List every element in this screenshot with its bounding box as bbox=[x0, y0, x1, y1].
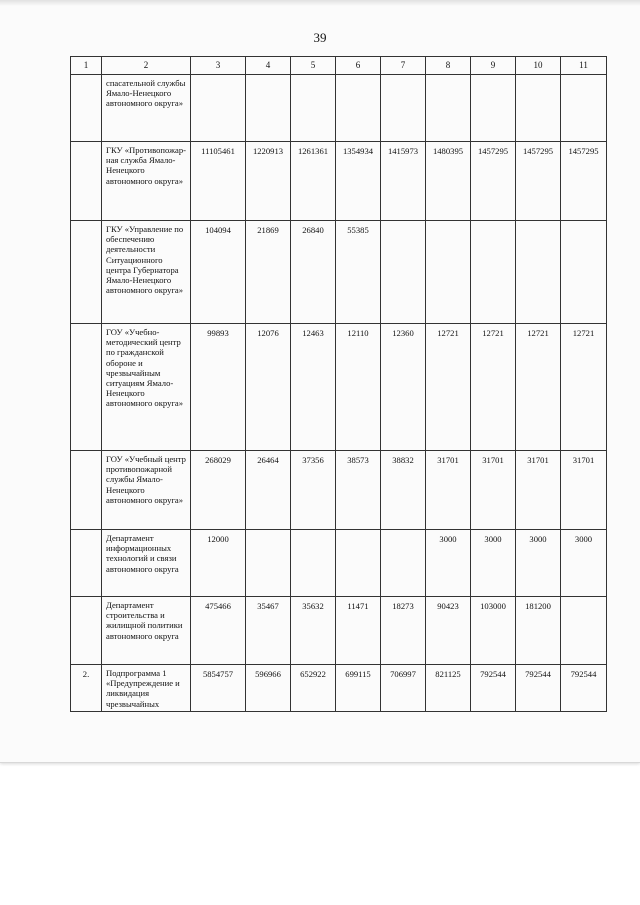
cell-value: 26464 bbox=[246, 451, 291, 530]
table-row bbox=[71, 665, 607, 712]
cell-value: 652922 bbox=[291, 665, 336, 712]
cell-value: 1480395 bbox=[426, 142, 471, 221]
cell-value: 268029 bbox=[191, 451, 246, 530]
cell-value: 12360 bbox=[381, 324, 426, 451]
cell-value: 38573 bbox=[336, 451, 381, 530]
table-row bbox=[71, 75, 607, 142]
cell-value bbox=[426, 221, 471, 324]
cell-value: 11105461 bbox=[191, 142, 246, 221]
cell-value: 12721 bbox=[426, 324, 471, 451]
scan-edge-shadow bbox=[0, 0, 640, 6]
row-number bbox=[71, 221, 102, 324]
cell-value: 475466 bbox=[191, 597, 246, 665]
cell-value: 1457295 bbox=[471, 142, 516, 221]
cell-value: 792544 bbox=[471, 665, 516, 712]
column-header: 10 bbox=[516, 57, 561, 75]
cell-value: 12076 bbox=[246, 324, 291, 451]
cell-value bbox=[381, 75, 426, 142]
cell-value: 706997 bbox=[381, 665, 426, 712]
cell-value: 3000 bbox=[561, 530, 607, 597]
cell-value: 3000 bbox=[516, 530, 561, 597]
cell-value bbox=[381, 221, 426, 324]
cell-value: 181200 bbox=[516, 597, 561, 665]
table-row bbox=[71, 142, 607, 221]
table-row bbox=[71, 451, 607, 530]
cell-value bbox=[561, 597, 607, 665]
column-header: 7 bbox=[381, 57, 426, 75]
table-header-row bbox=[71, 57, 607, 75]
cell-value: 103000 bbox=[471, 597, 516, 665]
row-number bbox=[71, 324, 102, 451]
cell-value bbox=[516, 75, 561, 142]
table-row bbox=[71, 530, 607, 597]
row-name: Департамент информационных технологий и связи автономного округа bbox=[102, 530, 191, 597]
cell-value: 821125 bbox=[426, 665, 471, 712]
cell-value bbox=[471, 75, 516, 142]
column-header: 1 bbox=[71, 57, 102, 75]
cell-value: 26840 bbox=[291, 221, 336, 324]
row-name: ГОУ «Учебный центр противопожарной службы Ямало-Ненецкого автономного округа» bbox=[102, 451, 191, 530]
table-row bbox=[71, 324, 607, 451]
cell-value: 55385 bbox=[336, 221, 381, 324]
cell-value: 792544 bbox=[561, 665, 607, 712]
cell-value: 12000 bbox=[191, 530, 246, 597]
cell-value: 31701 bbox=[516, 451, 561, 530]
table-row bbox=[71, 597, 607, 665]
cell-value: 1354934 bbox=[336, 142, 381, 221]
cell-value: 1220913 bbox=[246, 142, 291, 221]
cell-value bbox=[381, 530, 426, 597]
cell-value bbox=[561, 75, 607, 142]
cell-value: 12721 bbox=[561, 324, 607, 451]
cell-value: 1415973 bbox=[381, 142, 426, 221]
cell-value: 21869 bbox=[246, 221, 291, 324]
cell-value: 104094 bbox=[191, 221, 246, 324]
cell-value: 12721 bbox=[471, 324, 516, 451]
cell-value: 1457295 bbox=[516, 142, 561, 221]
cell-value: 18273 bbox=[381, 597, 426, 665]
cell-value bbox=[246, 75, 291, 142]
cell-value: 35467 bbox=[246, 597, 291, 665]
cell-value: 12110 bbox=[336, 324, 381, 451]
cell-value: 99893 bbox=[191, 324, 246, 451]
cell-value: 596966 bbox=[246, 665, 291, 712]
row-name: ГКУ «Управление по обеспечению деятельности Ситуационного центра Губернатора Ямало-Ненецкого автономного округа» bbox=[102, 221, 191, 324]
cell-value: 31701 bbox=[471, 451, 516, 530]
cell-value bbox=[246, 530, 291, 597]
cell-value: 12721 bbox=[516, 324, 561, 451]
cell-value bbox=[291, 75, 336, 142]
cell-value bbox=[336, 75, 381, 142]
cell-value: 5854757 bbox=[191, 665, 246, 712]
cell-value bbox=[516, 221, 561, 324]
column-header: 8 bbox=[426, 57, 471, 75]
cell-value: 3000 bbox=[426, 530, 471, 597]
row-name: ГКУ «Противопожар-ная служба Ямало-Ненецкого автономного округа» bbox=[102, 142, 191, 221]
page-number: 39 bbox=[313, 30, 327, 45]
table-row bbox=[71, 221, 607, 324]
row-name: Подпрограмма 1 «Предупреждение и ликвидация чрезвычайных bbox=[102, 665, 191, 712]
row-name: Департамент строительства и жилищной политики автономного округа bbox=[102, 597, 191, 665]
column-header: 11 bbox=[561, 57, 607, 75]
cell-value bbox=[336, 530, 381, 597]
budget-table bbox=[70, 56, 607, 712]
cell-value: 699115 bbox=[336, 665, 381, 712]
column-header: 4 bbox=[246, 57, 291, 75]
cell-value: 1457295 bbox=[561, 142, 607, 221]
cell-value: 31701 bbox=[561, 451, 607, 530]
cell-value: 3000 bbox=[471, 530, 516, 597]
column-header: 5 bbox=[291, 57, 336, 75]
cell-value: 1261361 bbox=[291, 142, 336, 221]
column-header: 3 bbox=[191, 57, 246, 75]
cell-value: 12463 bbox=[291, 324, 336, 451]
cell-value bbox=[471, 221, 516, 324]
column-header: 6 bbox=[336, 57, 381, 75]
cell-value: 11471 bbox=[336, 597, 381, 665]
row-number bbox=[71, 451, 102, 530]
row-number: 2. bbox=[71, 665, 102, 712]
cell-value bbox=[191, 75, 246, 142]
row-name: спасательной службы Ямало-Ненецкого автономного округа» bbox=[102, 75, 191, 142]
row-number bbox=[71, 142, 102, 221]
cell-value bbox=[291, 530, 336, 597]
cell-value: 792544 bbox=[516, 665, 561, 712]
row-number bbox=[71, 75, 102, 142]
cell-value: 35632 bbox=[291, 597, 336, 665]
row-number bbox=[71, 597, 102, 665]
cell-value: 90423 bbox=[426, 597, 471, 665]
cell-value: 37356 bbox=[291, 451, 336, 530]
cell-value: 38832 bbox=[381, 451, 426, 530]
row-name: ГОУ «Учебно-методический центр по гражданской обороне и чрезвычайным ситуациям Ямало-Ненецкого автономного округа» bbox=[102, 324, 191, 451]
cell-value: 31701 bbox=[426, 451, 471, 530]
column-header: 9 bbox=[471, 57, 516, 75]
column-header: 2 bbox=[102, 57, 191, 75]
row-number bbox=[71, 530, 102, 597]
cell-value bbox=[426, 75, 471, 142]
cell-value bbox=[561, 221, 607, 324]
